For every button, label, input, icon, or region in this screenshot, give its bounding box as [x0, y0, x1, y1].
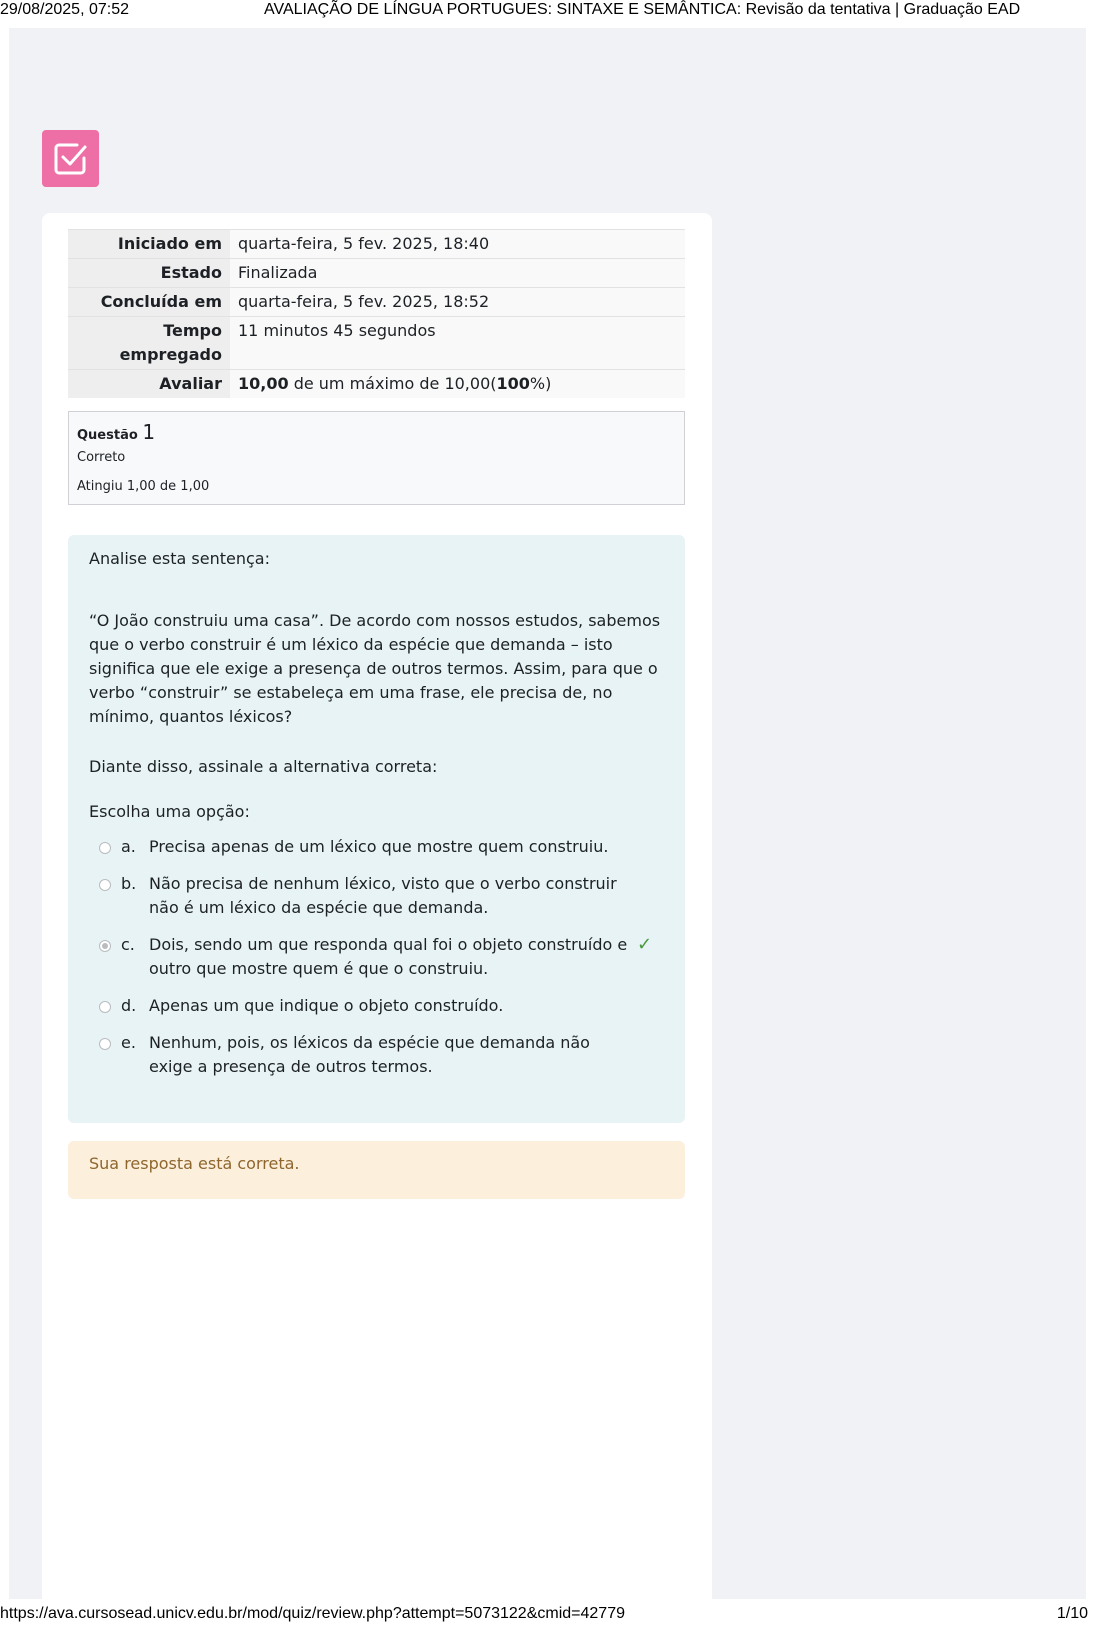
quiz-checkbox-icon [42, 130, 99, 187]
feedback-text: Sua resposta está correta. [89, 1154, 300, 1173]
option-text: Apenas um que indique o objeto construído. [149, 996, 504, 1015]
print-url: https://ava.cursosead.unicv.edu.br/mod/quiz/review.php?attempt=5073122&cmid=42779 [0, 1605, 625, 1622]
option-letter: e. [121, 1033, 136, 1052]
grade-suffix: %) [529, 374, 552, 393]
choose-label: Escolha uma opção: [89, 802, 250, 821]
print-page-number: 1/10 [1056, 1605, 1088, 1622]
print-header [0, 0, 1094, 22]
question-grade: Atingiu 1,00 de 1,00 [77, 479, 210, 494]
option-letter: b. [121, 874, 137, 893]
summary-row-state [68, 259, 685, 288]
grade-middle: de um máximo de 10,00( [288, 374, 497, 393]
summary-value: quarta-feira, 5 fev. 2025, 18:40 [230, 230, 685, 259]
option-text: Nenhum, pois, os léxicos da espécie que demanda não exige a presença de outros termos. [149, 1033, 590, 1076]
summary-row-completed [68, 288, 685, 317]
summary-row-started [68, 230, 685, 259]
summary-label: Avaliar [68, 370, 230, 399]
option-text: Dois, sendo um que responda qual foi o objeto construído e outro que mostre quem é que o construiu. [149, 935, 628, 978]
summary-label: Concluída em [68, 288, 230, 317]
summary-label: Tempo empregado [68, 317, 230, 370]
summary-label: Iniciado em [68, 230, 230, 259]
option-a-radio[interactable] [99, 842, 111, 854]
option-d-radio[interactable] [99, 1001, 111, 1013]
question-state: Correto [77, 450, 126, 465]
grade-score: 10,00 [238, 374, 289, 393]
summary-row-grade [68, 370, 685, 399]
question-intro: Analise esta sentença: [89, 549, 270, 568]
grade-percent: 100 [496, 374, 530, 393]
option-e-radio[interactable] [99, 1038, 111, 1050]
option-c-radio[interactable] [99, 940, 111, 952]
summary-label: Estado [68, 259, 230, 288]
question-number-value: 1 [142, 420, 156, 444]
summary-row-time-taken [68, 317, 685, 370]
question-info [68, 411, 685, 505]
option-b-radio[interactable] [99, 879, 111, 891]
print-datetime: 29/08/2025, 07:52 [0, 1, 130, 18]
question-formulation [68, 535, 685, 1123]
option-text: Não precisa de nenhum léxico, visto que o verbo construir não é um léxico da espécie que demanda. [149, 874, 617, 917]
option-letter: a. [121, 837, 136, 856]
review-card [42, 213, 712, 1603]
question-body: “O João construiu uma casa”. De acordo com nossos estudos, sabemos que o verbo construir é um léxico da espécie que demanda – isto significa que ele exige a presença de outros termos. Assim, para que o verbo “construir” se estabeleça em uma frase, ele precisa de, no mínimo, quantos léxicos? [89, 611, 661, 726]
question-prompt: Diante disso, assinale a alternativa correta: [89, 757, 438, 776]
summary-grade-value [230, 370, 685, 399]
option-letter: d. [121, 996, 137, 1015]
attempt-summary-table [68, 229, 685, 398]
print-footer [0, 1603, 1094, 1625]
question-label: Questão [77, 428, 138, 443]
summary-value: 11 minutos 45 segundos [230, 317, 685, 370]
summary-value: quarta-feira, 5 fev. 2025, 18:52 [230, 288, 685, 317]
option-letter: c. [121, 935, 135, 954]
print-page-title: AVALIAÇÃO DE LÍNGUA PORTUGUES: SINTAXE E SEMÂNTICA: Revisão da tentativa | Graduação EAD [264, 1, 1021, 18]
correct-check-icon: ✓ [637, 934, 653, 955]
question-number [77, 420, 155, 444]
feedback-box [68, 1141, 685, 1199]
summary-value: Finalizada [230, 259, 685, 288]
option-text: Precisa apenas de um léxico que mostre quem construiu. [149, 837, 609, 856]
